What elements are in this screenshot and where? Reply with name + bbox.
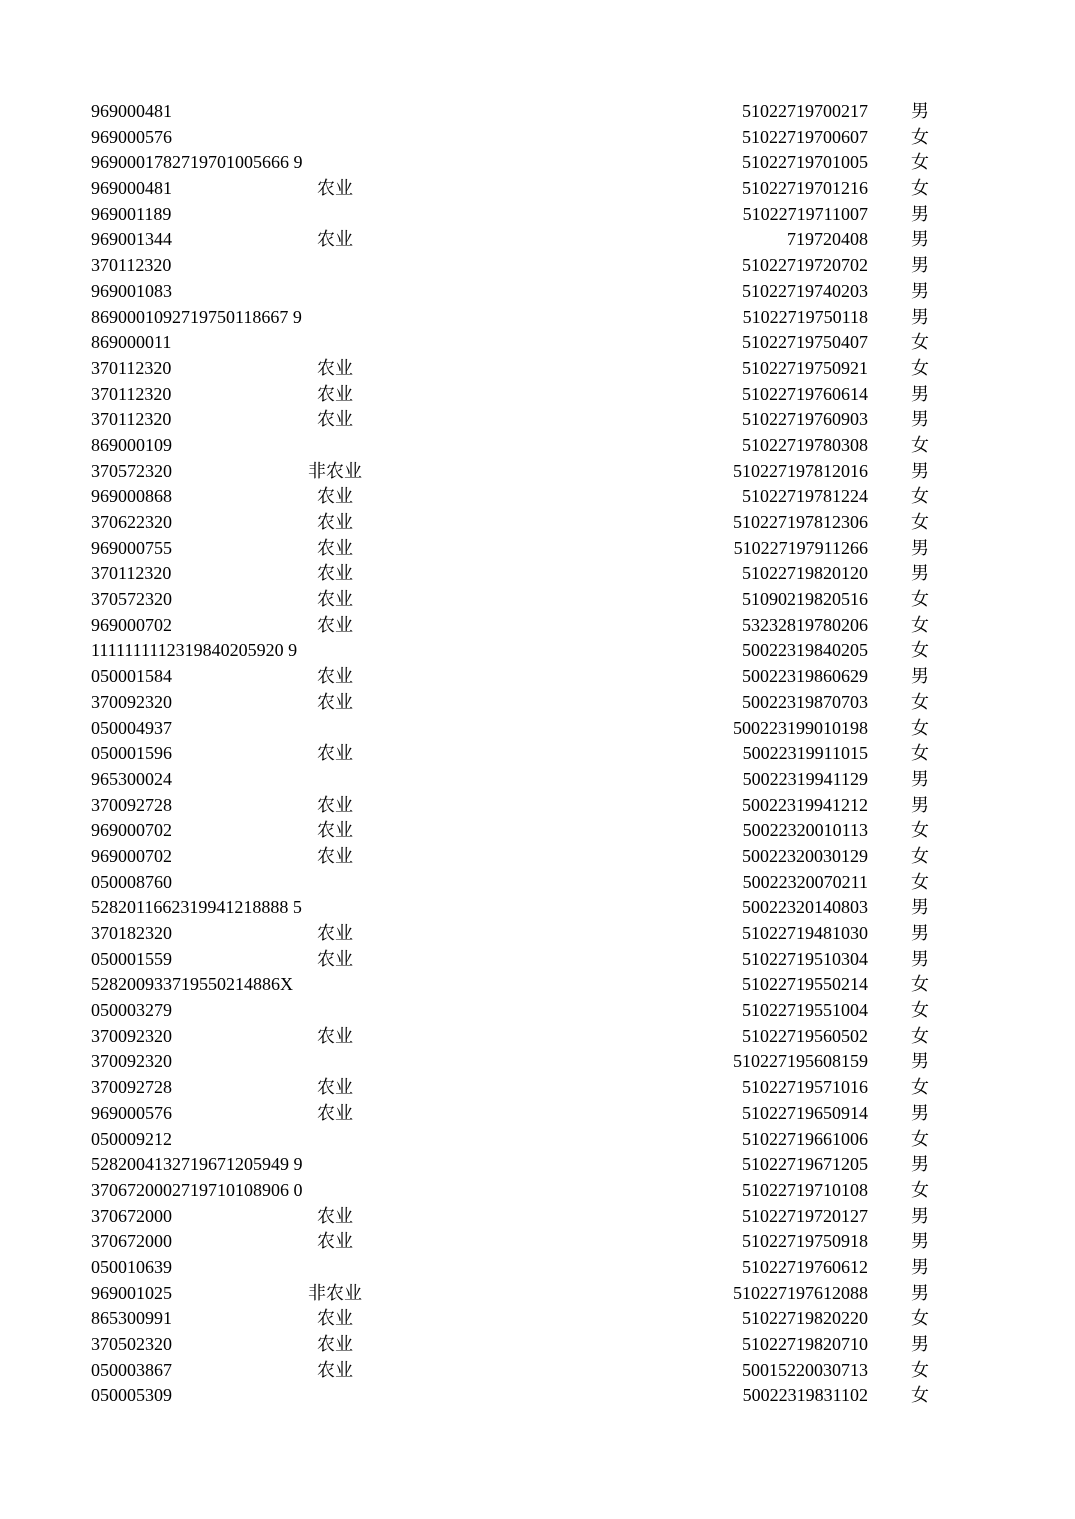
- category-cell[interactable]: 农业: [317, 820, 353, 841]
- gender-cell[interactable]: 女: [911, 1128, 929, 1149]
- id-number-cell[interactable]: 50022319941129: [742, 768, 868, 789]
- id-number-cell[interactable]: 50022320070211: [742, 871, 868, 892]
- table-row: [0, 793, 1075, 819]
- gender-cell[interactable]: 男: [911, 255, 929, 276]
- category-cell[interactable]: 农业: [317, 383, 353, 404]
- gender-cell[interactable]: 男: [911, 1205, 929, 1226]
- table-row: [0, 305, 1075, 331]
- table-row: [0, 459, 1075, 485]
- id-number-cell[interactable]: 51022719551004: [742, 1000, 868, 1021]
- gender-cell[interactable]: 男: [911, 1282, 929, 1303]
- account-cell[interactable]: 050010639: [91, 1256, 172, 1277]
- account-cell[interactable]: 8690001092719750118667 9: [91, 306, 302, 327]
- id-number-cell[interactable]: 510227197911266: [733, 537, 868, 558]
- gender-cell[interactable]: 女: [911, 717, 929, 738]
- category-cell[interactable]: 非农业: [308, 1282, 362, 1303]
- table-row: [0, 484, 1075, 510]
- table-row: [0, 202, 1075, 228]
- gender-cell[interactable]: 女: [911, 1179, 929, 1200]
- account-cell[interactable]: 969000702: [91, 820, 172, 841]
- id-number-cell[interactable]: 50022320030129: [742, 845, 868, 866]
- table-row: [0, 176, 1075, 202]
- account-cell[interactable]: 969000576: [91, 126, 172, 147]
- table-row: [0, 638, 1075, 664]
- account-cell[interactable]: 370182320: [91, 923, 172, 943]
- table-row: [0, 1075, 1075, 1101]
- table-row: [0, 1332, 1075, 1358]
- category-cell[interactable]: 农业: [317, 1077, 353, 1098]
- id-number-cell[interactable]: 510227197612088: [733, 1282, 868, 1303]
- id-number-cell[interactable]: 51022719661006: [742, 1128, 868, 1149]
- table-row: [0, 382, 1075, 408]
- gender-cell[interactable]: 男: [911, 794, 929, 815]
- id-number-cell[interactable]: 51022719750118: [742, 306, 868, 327]
- id-number-cell[interactable]: 510227197812016: [733, 460, 868, 481]
- account-cell[interactable]: 969000481: [91, 178, 172, 199]
- gender-cell[interactable]: 女: [911, 845, 929, 866]
- table-row: [0, 1358, 1075, 1384]
- gender-cell[interactable]: 男: [911, 306, 929, 327]
- table-row: [0, 587, 1075, 613]
- category-cell[interactable]: 农业: [317, 1205, 353, 1226]
- account-cell[interactable]: 370112320: [91, 357, 172, 378]
- id-number-cell[interactable]: 51022719481030: [742, 923, 868, 943]
- table-row: [0, 279, 1075, 305]
- id-number-cell[interactable]: 51022719820120: [742, 563, 868, 584]
- gender-cell[interactable]: 男: [911, 229, 929, 250]
- id-number-cell[interactable]: 50022320140803: [742, 897, 868, 918]
- account-cell[interactable]: 969001189: [91, 203, 172, 224]
- table-row: [0, 1229, 1075, 1255]
- category-cell[interactable]: 农业: [317, 409, 353, 430]
- id-number-cell[interactable]: 51022719760614: [742, 383, 868, 404]
- id-number-cell[interactable]: 51022719750921: [742, 357, 868, 378]
- gender-cell[interactable]: 男: [911, 948, 929, 969]
- account-cell[interactable]: 370672000: [91, 1231, 172, 1252]
- gender-cell[interactable]: 男: [911, 1256, 929, 1277]
- gender-cell[interactable]: 男: [911, 203, 929, 224]
- account-cell[interactable]: 370092320: [91, 1051, 172, 1072]
- id-number-cell[interactable]: 51022719550214: [742, 974, 868, 995]
- gender-cell[interactable]: 男: [911, 1051, 929, 1072]
- id-number-cell[interactable]: 51022719760612: [742, 1256, 868, 1277]
- account-cell[interactable]: 050008760: [91, 871, 172, 892]
- category-cell[interactable]: 农业: [317, 614, 353, 635]
- id-number-cell[interactable]: 51022719711007: [742, 203, 868, 224]
- id-number-cell[interactable]: 51022719701216: [742, 178, 868, 199]
- account-cell[interactable]: 050005309: [91, 1385, 172, 1406]
- account-cell[interactable]: 969000702: [91, 614, 172, 635]
- gender-cell[interactable]: 女: [911, 434, 929, 455]
- account-cell[interactable]: 969000702: [91, 845, 172, 866]
- table-row: [0, 1306, 1075, 1332]
- table-row: [0, 921, 1075, 947]
- gender-cell[interactable]: 女: [911, 743, 929, 764]
- account-cell[interactable]: 969001083: [91, 280, 172, 301]
- gender-cell[interactable]: 女: [911, 357, 929, 378]
- gender-cell[interactable]: 女: [911, 691, 929, 712]
- category-cell[interactable]: 非农业: [308, 460, 362, 481]
- category-cell[interactable]: 农业: [317, 178, 353, 199]
- account-cell[interactable]: 050001584: [91, 666, 172, 687]
- table-row: [0, 998, 1075, 1024]
- account-cell[interactable]: 865300991: [91, 1308, 172, 1329]
- account-cell[interactable]: 370092320: [91, 1025, 172, 1046]
- table-row: [0, 1152, 1075, 1178]
- category-cell[interactable]: 农业: [317, 1231, 353, 1252]
- id-number-cell[interactable]: 51022719720127: [742, 1205, 868, 1226]
- id-number-cell[interactable]: 51022719560502: [742, 1025, 868, 1046]
- id-number-cell[interactable]: 51022719820220: [742, 1308, 868, 1329]
- gender-cell[interactable]: 男: [911, 409, 929, 430]
- gender-cell[interactable]: 女: [911, 1385, 929, 1406]
- account-cell[interactable]: 370622320: [91, 512, 172, 532]
- gender-cell[interactable]: 女: [911, 486, 929, 507]
- gender-cell[interactable]: 女: [911, 614, 929, 635]
- category-cell[interactable]: 农业: [317, 1308, 353, 1329]
- account-cell[interactable]: 050004937: [91, 717, 172, 738]
- table-row: [0, 947, 1075, 973]
- table-row: [0, 253, 1075, 279]
- table-row: [0, 150, 1075, 176]
- gender-cell[interactable]: 男: [911, 923, 929, 943]
- id-number-cell[interactable]: 51022719650914: [742, 1102, 868, 1123]
- account-cell[interactable]: 969000868: [91, 486, 172, 507]
- account-cell[interactable]: 370112320: [91, 383, 172, 404]
- id-number-cell[interactable]: 51022719740203: [742, 280, 868, 301]
- id-number-cell[interactable]: 510227195608159: [733, 1051, 868, 1072]
- id-number-cell[interactable]: 51022719510304: [742, 948, 868, 969]
- account-cell[interactable]: 370112320: [91, 255, 172, 276]
- account-cell[interactable]: 3706720002719710108906 0: [91, 1179, 303, 1200]
- table-row: [0, 895, 1075, 921]
- table-row: [0, 1281, 1075, 1307]
- account-cell[interactable]: 869000109: [91, 434, 172, 455]
- gender-cell[interactable]: 女: [911, 332, 929, 353]
- gender-cell[interactable]: 男: [911, 1231, 929, 1252]
- category-cell[interactable]: 农业: [317, 229, 353, 250]
- gender-cell[interactable]: 女: [911, 1025, 929, 1046]
- account-cell[interactable]: 9690001782719701005666 9: [91, 152, 303, 173]
- account-cell[interactable]: 965300024: [91, 768, 172, 789]
- category-cell[interactable]: 农业: [317, 1334, 353, 1354]
- id-number-cell[interactable]: 51022719671205: [742, 1154, 868, 1175]
- account-cell[interactable]: 969000755: [91, 537, 172, 558]
- account-cell[interactable]: 050003279: [91, 1000, 172, 1021]
- gender-cell[interactable]: 女: [911, 1308, 929, 1329]
- table-row: [0, 690, 1075, 716]
- category-cell[interactable]: 农业: [317, 743, 353, 764]
- gender-cell[interactable]: 男: [911, 280, 929, 301]
- gender-cell[interactable]: 男: [911, 768, 929, 789]
- account-cell[interactable]: 370672000: [91, 1205, 172, 1226]
- account-cell[interactable]: 5282004132719671205949 9: [91, 1154, 303, 1175]
- gender-cell[interactable]: 女: [911, 512, 929, 532]
- category-cell[interactable]: 农业: [317, 691, 353, 712]
- category-cell[interactable]: 农业: [317, 1359, 353, 1380]
- gender-cell[interactable]: 男: [911, 666, 929, 687]
- id-number-cell[interactable]: 51022719820710: [742, 1334, 868, 1354]
- table-row: [0, 510, 1075, 536]
- gender-cell[interactable]: 女: [911, 178, 929, 199]
- account-cell[interactable]: 370572320: [91, 589, 172, 610]
- account-cell[interactable]: 370092320: [91, 691, 172, 712]
- account-cell[interactable]: 969001344: [91, 229, 172, 250]
- id-number-cell[interactable]: 50015220030713: [742, 1359, 868, 1380]
- table-row: [0, 716, 1075, 742]
- gender-cell[interactable]: 女: [911, 1077, 929, 1098]
- id-number-cell[interactable]: 51022719701005: [742, 152, 868, 173]
- account-cell[interactable]: 969000576: [91, 1102, 172, 1123]
- id-number-cell[interactable]: 51022719571016: [742, 1077, 868, 1098]
- table-row: [0, 1383, 1075, 1409]
- id-number-cell[interactable]: 51022719760903: [742, 409, 868, 430]
- table-row: [0, 741, 1075, 767]
- table-row: [0, 818, 1075, 844]
- id-number-cell[interactable]: 50022319840205: [742, 640, 868, 661]
- account-cell[interactable]: 370572320: [91, 460, 172, 481]
- id-number-cell[interactable]: 51090219820516: [742, 589, 868, 610]
- category-cell[interactable]: 农业: [317, 486, 353, 507]
- category-cell[interactable]: 农业: [317, 537, 353, 558]
- category-cell[interactable]: 农业: [317, 923, 353, 943]
- table-row: [0, 561, 1075, 587]
- category-cell[interactable]: 农业: [317, 794, 353, 815]
- category-cell[interactable]: 农业: [317, 1102, 353, 1123]
- id-number-cell[interactable]: 51022719750918: [742, 1231, 868, 1252]
- id-number-cell[interactable]: 51022719780308: [742, 434, 868, 455]
- spreadsheet-grid: [0, 99, 1075, 1409]
- gender-cell[interactable]: 女: [911, 640, 929, 661]
- id-number-cell[interactable]: 51022719700217: [742, 101, 868, 121]
- table-row: [0, 1127, 1075, 1153]
- category-cell[interactable]: 农业: [317, 512, 353, 532]
- account-cell[interactable]: 050001559: [91, 948, 172, 969]
- category-cell[interactable]: 农业: [317, 563, 353, 584]
- gender-cell[interactable]: 女: [911, 589, 929, 610]
- table-row: [0, 536, 1075, 562]
- account-cell[interactable]: 050003867: [91, 1359, 172, 1380]
- gender-cell[interactable]: 男: [911, 101, 929, 121]
- table-row: [0, 613, 1075, 639]
- table-row: [0, 844, 1075, 870]
- account-cell[interactable]: 050009212: [91, 1128, 172, 1149]
- id-number-cell[interactable]: 51022719700607: [742, 126, 868, 147]
- id-number-cell[interactable]: 51022719710108: [742, 1179, 868, 1200]
- account-cell[interactable]: 370502320: [91, 1334, 172, 1354]
- table-row: [0, 870, 1075, 896]
- gender-cell[interactable]: 女: [911, 974, 929, 995]
- id-number-cell[interactable]: 50022319831102: [742, 1385, 868, 1406]
- category-cell[interactable]: 农业: [317, 845, 353, 866]
- account-cell[interactable]: 370112320: [91, 563, 172, 584]
- table-row: [0, 664, 1075, 690]
- category-cell[interactable]: 农业: [317, 589, 353, 610]
- table-row: [0, 1204, 1075, 1230]
- gender-cell[interactable]: 男: [911, 897, 929, 918]
- id-number-cell[interactable]: 50022319860629: [742, 666, 868, 687]
- gender-cell[interactable]: 男: [911, 460, 929, 481]
- table-row: [0, 1101, 1075, 1127]
- table-row: [0, 1024, 1075, 1050]
- account-cell[interactable]: 370092728: [91, 794, 172, 815]
- table-row: [0, 99, 1075, 125]
- table-row: [0, 1255, 1075, 1281]
- table-row: [0, 356, 1075, 382]
- table-row: [0, 227, 1075, 253]
- id-number-cell[interactable]: 50022319941212: [742, 794, 868, 815]
- table-row: [0, 1049, 1075, 1075]
- gender-cell[interactable]: 女: [911, 1359, 929, 1380]
- category-cell[interactable]: 农业: [317, 1025, 353, 1046]
- table-row: [0, 767, 1075, 793]
- account-cell[interactable]: 050001596: [91, 743, 172, 764]
- account-cell[interactable]: 370112320: [91, 409, 172, 430]
- account-cell[interactable]: 969001025: [91, 1282, 172, 1303]
- gender-cell[interactable]: 男: [911, 563, 929, 584]
- id-number-cell[interactable]: 51022719720702: [742, 255, 868, 276]
- account-cell[interactable]: 528200933719550214886X: [91, 974, 293, 995]
- account-cell[interactable]: 869000011: [91, 332, 172, 353]
- account-cell[interactable]: 370092728: [91, 1077, 172, 1098]
- id-number-cell[interactable]: 500223199010198: [733, 717, 868, 738]
- gender-cell[interactable]: 女: [911, 1000, 929, 1021]
- gender-cell[interactable]: 女: [911, 871, 929, 892]
- table-row: [0, 407, 1075, 433]
- table-row: [0, 433, 1075, 459]
- account-cell[interactable]: 1111111112319840205920 9: [91, 640, 298, 661]
- category-cell[interactable]: 农业: [317, 666, 353, 687]
- gender-cell[interactable]: 男: [911, 1102, 929, 1123]
- gender-cell[interactable]: 男: [911, 1154, 929, 1175]
- id-number-cell[interactable]: 51022719750407: [742, 332, 868, 353]
- table-row: [0, 125, 1075, 151]
- id-number-cell[interactable]: 50022319911015: [742, 743, 868, 764]
- id-number-cell[interactable]: 50022320010113: [742, 820, 868, 841]
- account-cell[interactable]: 969000481: [91, 101, 172, 121]
- gender-cell[interactable]: 女: [911, 126, 929, 147]
- gender-cell[interactable]: 女: [911, 820, 929, 841]
- id-number-cell[interactable]: 510227197812306: [733, 512, 868, 532]
- category-cell[interactable]: 农业: [317, 357, 353, 378]
- table-row: [0, 972, 1075, 998]
- gender-cell[interactable]: 男: [911, 383, 929, 404]
- gender-cell[interactable]: 女: [911, 152, 929, 173]
- account-cell[interactable]: 5282011662319941218888 5: [91, 897, 302, 918]
- id-number-cell[interactable]: 53232819780206: [742, 614, 868, 635]
- gender-cell[interactable]: 男: [911, 1334, 929, 1354]
- id-number-cell[interactable]: 51022719781224: [742, 486, 868, 507]
- table-row: [0, 330, 1075, 356]
- id-number-cell[interactable]: 719720408: [787, 229, 868, 250]
- table-row: [0, 1178, 1075, 1204]
- gender-cell[interactable]: 男: [911, 537, 929, 558]
- category-cell[interactable]: 农业: [317, 948, 353, 969]
- id-number-cell[interactable]: 50022319870703: [742, 691, 868, 712]
